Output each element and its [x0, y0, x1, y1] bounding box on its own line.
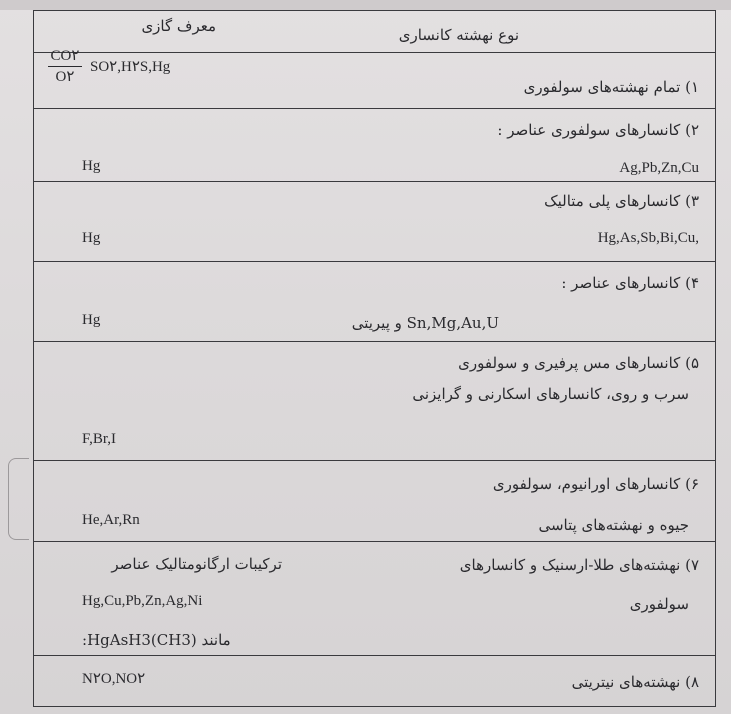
ore-deposit-gas-indicator-table	[33, 10, 716, 707]
row7-gas-indicator-desc: ترکیبات ارگانومتالیک عناصر	[111, 555, 282, 573]
fraction-co2-o2: $\frac{CO۲}{O۲}$	[48, 47, 82, 86]
row5-deposit-type: ۵) کانسارهای مس پرفیری و سولفوری	[458, 354, 699, 372]
row8-deposit-type: ۸) نهشته‌های نیتریتی	[571, 673, 699, 691]
row1-deposit-type: ۱) تمام نهشته‌های سولفوری	[523, 78, 699, 96]
row3-gas-indicator: Hg	[82, 230, 101, 246]
row-divider-1	[34, 52, 715, 53]
row7-deposit-type-cont: سولفوری	[629, 595, 689, 613]
row6-deposit-type-cont: جیوه و نهشته‌های پتاسی	[538, 516, 689, 534]
row2-elements: Ag,Pb,Zn,Cu	[619, 160, 699, 176]
top-margin-strip	[0, 0, 731, 10]
row4-deposit-type: ۴) کانسارهای عناصر :	[561, 274, 699, 292]
row-divider-2	[34, 108, 715, 109]
row-divider-5	[34, 341, 715, 342]
row4-gas-indicator: Hg	[82, 312, 101, 328]
row-divider-3	[34, 181, 715, 182]
row1-gas-indicator: SO۲,H۲S,Hg	[90, 59, 171, 75]
row7-gas-example: مانند (CH3)HgAsH3:	[82, 631, 231, 649]
row-divider-6	[34, 460, 715, 461]
header-gas-indicator: معرف گازی	[141, 17, 216, 35]
row7-deposit-type: ۷) نهشته‌های طلا-ارسنیک و کانسارهای	[459, 556, 699, 574]
row2-gas-indicator: Hg	[82, 158, 101, 174]
row3-elements: Hg,As,Sb,Bi,Cu,	[597, 230, 699, 246]
margin-bracket-mark	[8, 458, 29, 540]
row7-gas-elements: Hg,Cu,Pb,Zn,Ag,Ni	[82, 593, 203, 609]
row-divider-4	[34, 261, 715, 262]
row-divider-8	[34, 655, 715, 656]
row3-deposit-type: ۳) کانسارهای پلی متالیک	[544, 192, 699, 210]
header-deposit-type: نوع نهشته کانساری	[398, 26, 519, 44]
row6-gas-indicator: He,Ar,Rn	[82, 512, 140, 528]
row6-deposit-type: ۶) کانسارهای اورانیوم، سولفوری	[492, 475, 699, 493]
row8-gas-indicator: N۲O,NO۲	[82, 671, 146, 687]
row4-elements: Sn,Mg,Au,U و پیریتی	[351, 314, 499, 332]
row2-deposit-type: ۲) کانسارهای سولفوری عناصر :	[497, 121, 699, 139]
row-divider-7	[34, 541, 715, 542]
row5-gas-indicator: F,Br,I	[82, 431, 117, 447]
row5-deposit-type-cont: سرب و روی، کانسارهای اسکارنی و گرایزنی	[412, 385, 689, 403]
